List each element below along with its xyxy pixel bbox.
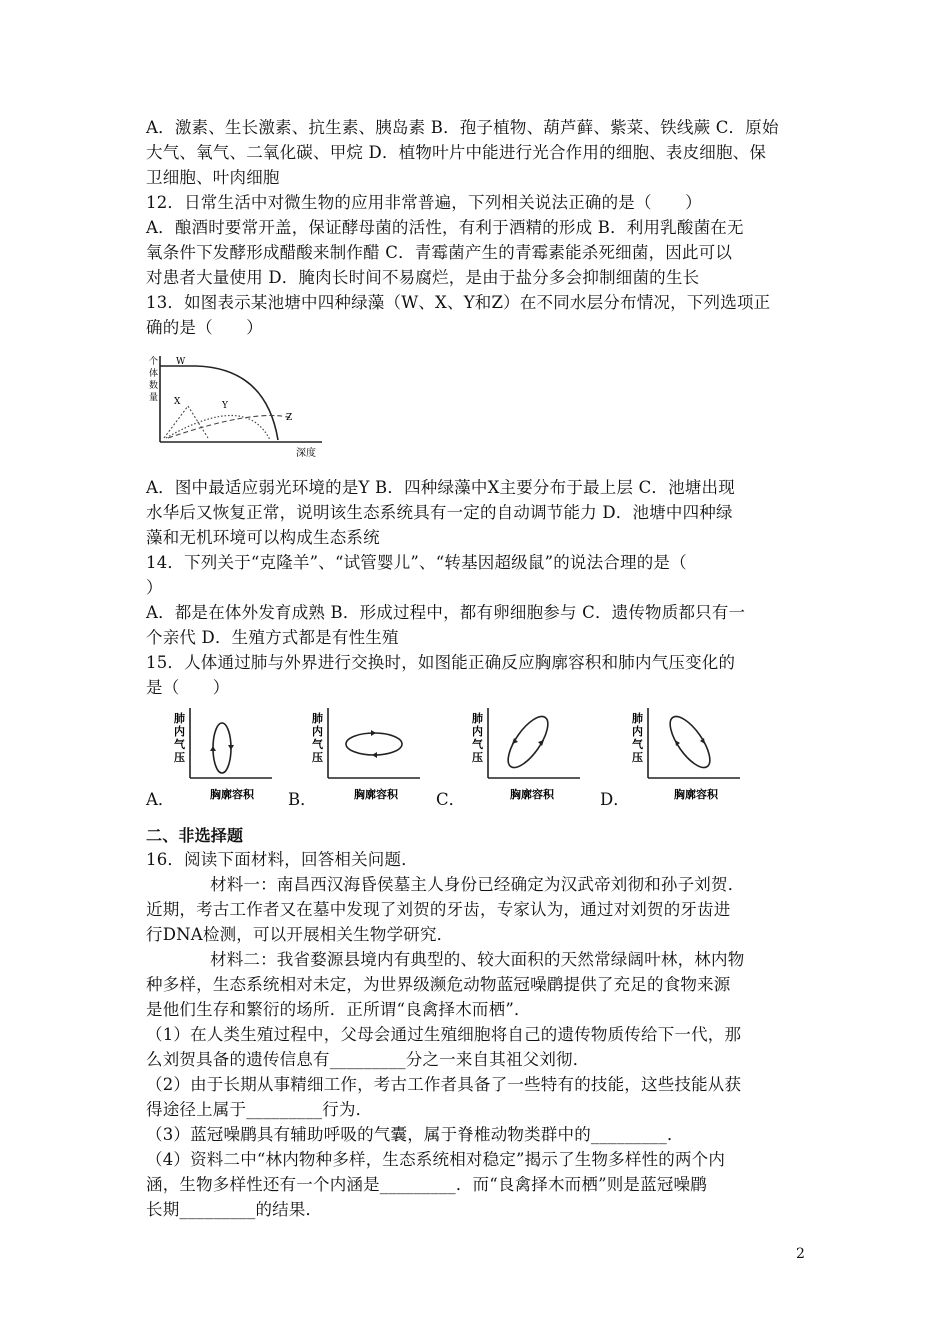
y-label-char: 压 xyxy=(312,751,323,764)
question-15: 15．人体通过肺与外界进行交换时，如图能正确反应胸廓容积和肺内气压变化的 xyxy=(146,653,736,672)
text-line: 氧条件下发酵形成醋酸来制作醋 C．青霉菌产生的青霉素能杀死细菌，因此可以 xyxy=(146,243,733,262)
x-axis-label: 胸廓容积 xyxy=(210,788,254,801)
curve-label-w: W xyxy=(176,357,186,367)
material-1: 材料一：南昌西汉海昏侯墓主人身份已经确定为汉武帝刘彻和孙子刘贺． xyxy=(210,875,745,894)
y-label-char: 数 xyxy=(149,381,159,391)
option-b-letter: B． xyxy=(288,790,317,809)
sub-question-2: （2）由于长期从事精细工作，考古工作者具备了一些特有的技能，这些技能从获 xyxy=(146,1075,742,1094)
option-d-graph xyxy=(626,702,746,802)
y-label-char: 内 xyxy=(174,725,185,738)
text-line: A．图中最适应弱光环境的是Y B．四种绿藻中X主要分布于最上层 C．池塘出现 xyxy=(146,478,735,497)
text-line: ） xyxy=(146,578,163,597)
y-label-char: 肺 xyxy=(312,712,323,725)
y-label-char: 肺 xyxy=(174,712,185,725)
page-number: 2 xyxy=(796,1246,805,1262)
sub-question-1: （1）在人类生殖过程中，父母会通过生殖细胞将自己的遗传物质传给下一代，那 xyxy=(146,1025,742,1044)
ellipse-curve xyxy=(663,711,717,774)
option-a-graph xyxy=(168,702,278,802)
y-label-char: 内 xyxy=(632,725,643,738)
y-label-char: 体 xyxy=(149,369,159,379)
option-c-graph xyxy=(466,702,586,802)
text-line: 藻和无机环境可以构成生态系统 xyxy=(146,528,380,547)
x-axis-label: 胸廓容积 xyxy=(674,788,718,801)
option-a-letter: A． xyxy=(146,790,175,809)
y-label-char: 气 xyxy=(174,738,185,751)
option-b-graph xyxy=(306,702,426,802)
text-line: 么刘贺具备的遗传信息有_________分之一来自其祖父刘彻． xyxy=(146,1050,590,1069)
text-line: 水华后又恢复正常，说明该生态系统具有一定的自动调节能力 D．池塘中四种绿 xyxy=(146,503,733,522)
y-label-char: 压 xyxy=(472,751,483,764)
text-line: 是他们生存和繁衍的场所．正所谓“良禽择木而栖”． xyxy=(146,1000,531,1019)
option-c-letter: C． xyxy=(436,790,466,809)
curve-x xyxy=(164,406,208,438)
sub-question-3: （3）蓝冠噪鹛具有辅助呼吸的气囊，属于脊椎动物类群中的_________． xyxy=(146,1125,684,1144)
question-13: 13．如图表示某池塘中四种绿藻（W、X、Y和Z）在不同水层分布情况，下列选项正 xyxy=(146,293,771,312)
text-line: 大气、氧气、二氧化碳、甲烷 D．植物叶片中能进行光合作用的细胞、表皮细胞、保 xyxy=(146,143,767,162)
text-line: A．都是在体外发育成熟 B．形成过程中，都有卵细胞参与 C．遗传物质都只有一 xyxy=(146,603,746,622)
curve-y xyxy=(166,415,270,440)
curve-label-y: Y xyxy=(222,401,228,411)
curve-label-x: X xyxy=(174,397,181,407)
y-label-char: 压 xyxy=(632,751,643,764)
y-label-char: 气 xyxy=(312,738,323,751)
y-label-char: 压 xyxy=(174,751,185,764)
question-16: 16．阅读下面材料，回答相关问题． xyxy=(146,850,418,869)
text-line: 确的是（ ） xyxy=(146,318,263,337)
y-label-char: 气 xyxy=(472,738,483,751)
curve-label-z: Z xyxy=(286,413,293,423)
y-label-char: 内 xyxy=(312,725,323,738)
y-label-char: 气 xyxy=(632,738,643,751)
x-axis-label: 深度 xyxy=(296,448,316,459)
question-14: 14．下列关于“克隆羊”、“试管婴儿”、“转基因超级鼠”的说法合理的是（ xyxy=(146,553,687,572)
y-label-char: 肺 xyxy=(472,712,483,725)
y-label-char: 量 xyxy=(149,393,159,403)
text-line: A．激素、生长激素、抗生素、胰岛素 B．孢子植物、葫芦藓、紫菜、铁线蕨 C．原始 xyxy=(146,118,779,137)
sub-question-4: （4）资料二中“林内物种多样，生态系统相对稳定”揭示了生物多样性的两个内 xyxy=(146,1150,726,1169)
question-12: 12．日常生活中对微生物的应用非常普遍，下列相关说法正确的是（ ） xyxy=(146,193,702,212)
y-label-char: 肺 xyxy=(632,712,643,725)
text-line: 得途径上属于_________行为． xyxy=(146,1100,373,1119)
text-line: 卫细胞、叶肉细胞 xyxy=(146,168,280,187)
ellipse-curve xyxy=(501,711,555,774)
y-label-char: 个 xyxy=(149,357,159,367)
ellipse-curve xyxy=(346,733,402,755)
ellipse-curve xyxy=(213,723,231,773)
option-d-letter: D． xyxy=(600,790,630,809)
text-line: A．酿酒时要常开盖，保证酵母菌的活性，有利于酒精的形成 B．利用乳酸菌在无 xyxy=(146,218,744,237)
x-axis-label: 胸廓容积 xyxy=(510,788,554,801)
text-line: 涵，生物多样性还有一个内涵是_________．而“良禽择木而栖”则是蓝冠噪鹛 xyxy=(146,1175,707,1194)
x-axis-label: 胸廓容积 xyxy=(354,788,398,801)
text-line: 个亲代 D．生殖方式都是有性生殖 xyxy=(146,628,399,647)
text-line: 近期，考古工作者又在墓中发现了刘贺的牙齿，专家认为，通过对刘贺的牙齿进 xyxy=(146,900,731,919)
y-label-char: 内 xyxy=(472,725,483,738)
text-line: 长期_________的结果． xyxy=(146,1200,323,1219)
text-line: 是（ ） xyxy=(146,678,230,697)
material-2: 材料二：我省婺源县境内有典型的、较大面积的天然常绿阔叶林，林内物 xyxy=(210,950,745,969)
section-title: 二、非选择题 xyxy=(146,826,244,845)
algae-depth-graph xyxy=(146,352,336,460)
text-line: 行DNA检测，可以开展相关生物学研究． xyxy=(146,925,454,944)
text-line: 对患者大量使用 D．腌肉长时间不易腐烂，是由于盐分多会抑制细菌的生长 xyxy=(146,268,700,287)
text-line: 种多样，生态系统相对未定，为世界级濒危动物蓝冠噪鹛提供了充足的食物来源 xyxy=(146,975,731,994)
